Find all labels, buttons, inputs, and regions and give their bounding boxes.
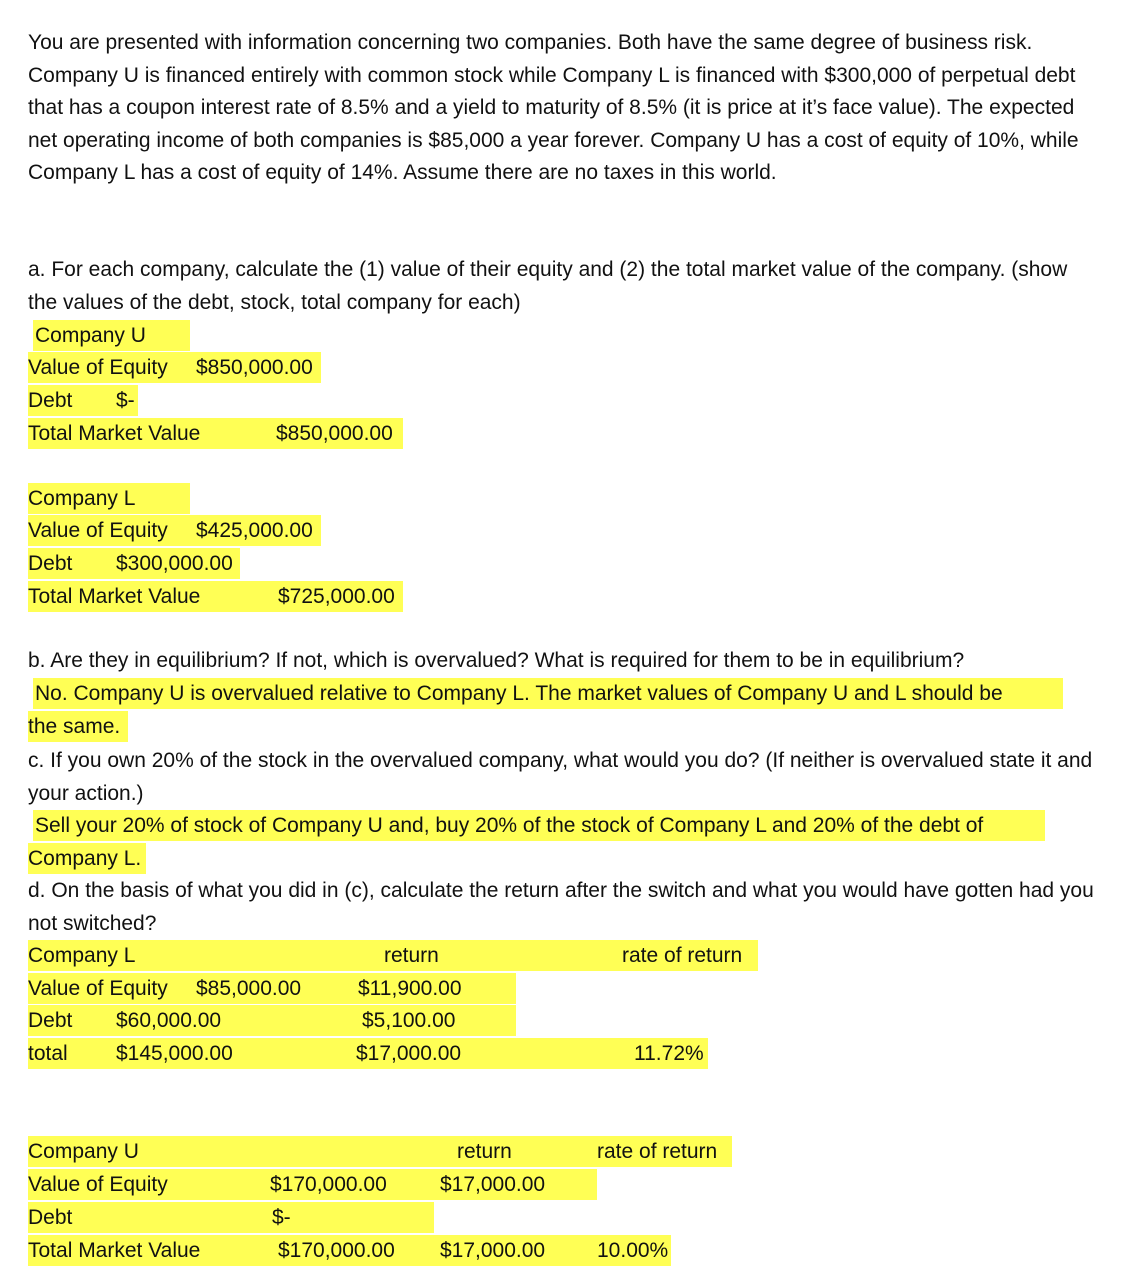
part-d-l-total-label: total (28, 1042, 68, 1065)
part-d-u-equity-value: $170,000.00 (270, 1173, 387, 1196)
part-d-u-return-header: return (457, 1140, 512, 1163)
part-a-u-debt-value: $- (116, 389, 135, 412)
part-a-company-l-title: Company L (28, 487, 136, 510)
part-a-l-debt-label: Debt (28, 552, 73, 575)
part-d-u-rate-header: rate of return (597, 1140, 718, 1163)
part-a-u-equity-value: $850,000.00 (196, 356, 313, 379)
part-d-u-total-value: $170,000.00 (278, 1239, 395, 1262)
part-a-l-equity-value: $425,000.00 (196, 519, 313, 542)
part-d-u-total-label: Total Market Value (28, 1239, 201, 1262)
part-b-answer-line1: No. Company U is overvalued relative to Company L. The market values of Company U and L should be (35, 682, 1003, 705)
part-a-l-total-label: Total Market Value (28, 585, 201, 608)
part-c-answer-line2: Company L. (28, 847, 142, 870)
part-d-l-title: Company L (28, 944, 136, 967)
part-a-l-equity-label: Value of Equity (28, 519, 168, 542)
part-d-u-debt-label: Debt (28, 1206, 73, 1229)
part-d-u-total-return: $17,000.00 (440, 1239, 546, 1262)
part-d-u-rate-of-return: 10.00% (597, 1239, 669, 1262)
part-d-u-equity-label: Value of Equity (28, 1173, 168, 1196)
part-d-l-return-header: return (384, 944, 439, 967)
part-d-l-debt-return: $5,100.00 (362, 1009, 456, 1032)
part-d-l-rate-of-return: 11.72% (634, 1042, 704, 1065)
part-b-answer-line2: the same. (28, 715, 121, 738)
part-d-l-debt-value: $60,000.00 (116, 1009, 222, 1032)
part-d-l-rate-header: rate of return (622, 944, 743, 967)
part-a-question: a. For each company, calculate the (1) value of their equity and (2) the total market value of the company. (show the values of the debt, stock, total company for each) (28, 258, 1068, 314)
part-a-u-total-label: Total Market Value (28, 422, 201, 445)
part-a-l-total-value: $725,000.00 (278, 585, 395, 608)
part-c-answer-line1: Sell your 20% of stock of Company U and, buy 20% of the stock of Company L and 20% of the debt of (35, 814, 984, 837)
highlight-bg (28, 1202, 434, 1233)
part-d-l-total-value: $145,000.00 (116, 1042, 233, 1065)
part-a-l-debt-value: $300,000.00 (116, 552, 233, 575)
part-a-u-equity-label: Value of Equity (28, 356, 168, 379)
part-d-l-debt-label: Debt (28, 1009, 73, 1032)
part-d-l-equity-return: $11,900.00 (358, 977, 462, 1000)
part-d-l-equity-label: Value of Equity (28, 977, 168, 1000)
part-d-question: d. On the basis of what you did in (c), calculate the return after the switch and what you would have gotten had you not switched? (28, 879, 1094, 935)
part-d-l-total-return: $17,000.00 (356, 1042, 462, 1065)
part-a-company-u-title: Company U (35, 324, 146, 347)
part-c-question: c. If you own 20% of the stock in the overvalued company, what would you do? (If neither is overvalued state it and your action.) (28, 749, 1093, 805)
part-d-l-equity-value: $85,000.00 (196, 977, 302, 1000)
part-d-u-equity-return: $17,000.00 (440, 1173, 546, 1196)
part-a-u-total-value: $850,000.00 (276, 422, 393, 445)
part-b-question: b. Are they in equilibrium? If not, which is overvalued? What is required for them to be in equilibrium? (28, 649, 965, 672)
part-d-u-debt-value: $- (272, 1206, 291, 1229)
part-a-u-debt-label: Debt (28, 389, 73, 412)
part-d-u-title: Company U (28, 1140, 139, 1163)
intro-paragraph: You are presented with information concerning two companies. Both have the same degree of business risk. Company U is financed entirely with common stock while Company L is financed with $300,000 of perpetual debt that has a coupon interest rate of 8.5% and a yield to maturity of 8.5% (it is price at it’s face value). The expected net operating income of both companies is $85,000 a year forever. Company U has a cost of equity of 10%, while Company L has a cost of equity of 14%. Assume there are no taxes in this world. (28, 31, 1079, 184)
